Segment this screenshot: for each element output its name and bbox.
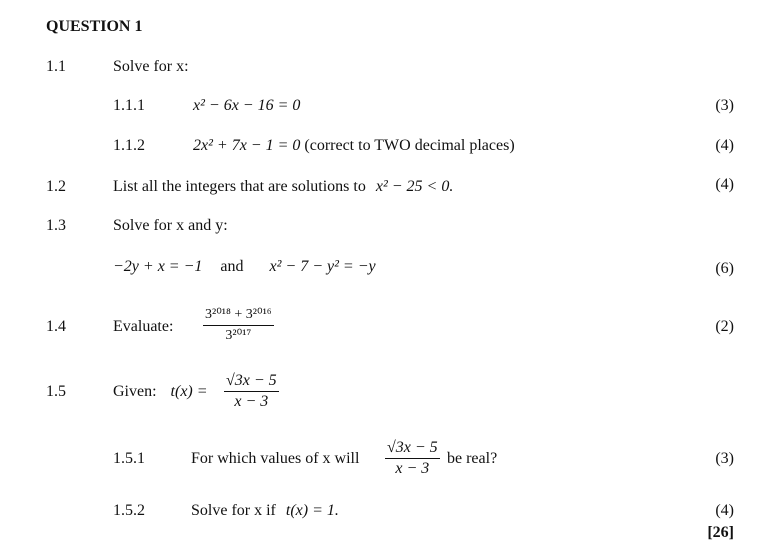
mark-1-1-2: (4)	[715, 137, 734, 154]
question-1-4-numerator: 3²⁰¹⁸ + 3²⁰¹⁶	[203, 305, 274, 326]
question-1-3-text: Solve for x and y:	[113, 217, 228, 234]
question-1-1-1-equation: x² − 6x − 16 = 0	[193, 97, 301, 114]
question-number-1-1-2: 1.1.2	[113, 137, 145, 154]
question-1-5-1-text-after: be real?	[447, 450, 498, 467]
mark-1-5-1: (3)	[715, 450, 734, 467]
question-number-1-4: 1.4	[46, 318, 66, 335]
question-number-1-5: 1.5	[46, 383, 66, 400]
question-1-4-text: Evaluate:	[113, 318, 174, 335]
question-1-1-text: Solve for x:	[113, 58, 189, 75]
question-1-5-2-equation: t(x) = 1.	[285, 502, 339, 519]
question-1-5-line	[113, 383, 208, 401]
question-1-5-2-line	[191, 502, 339, 520]
mark-1-2: (4)	[715, 176, 734, 193]
question-number-1-1: 1.1	[46, 58, 66, 75]
question-1-5-2-text: Solve for x if	[191, 502, 276, 519]
question-title: QUESTION 1	[46, 18, 143, 35]
mark-1-3: (6)	[715, 260, 734, 277]
question-1-3-and: and	[220, 258, 244, 275]
question-1-4-denominator: 3²⁰¹⁷	[225, 328, 252, 343]
question-1-5-denominator: x − 3	[234, 393, 269, 410]
total-marks: [26]	[707, 524, 734, 541]
question-1-5-1-fraction	[385, 438, 440, 479]
question-1-4-fraction	[203, 305, 274, 346]
question-number-1-5-1: 1.5.1	[113, 450, 145, 467]
question-1-5-1-numerator: √3x − 5	[385, 438, 440, 459]
question-1-1-2-equation: 2x² + 7x − 1 = 0	[193, 137, 301, 154]
question-number-1-5-2: 1.5.2	[113, 502, 145, 519]
question-1-2-text: List all the integers that are solutions to	[113, 178, 366, 195]
question-1-3-equations	[113, 258, 376, 276]
question-1-5-fraction	[224, 371, 279, 412]
mark-1-1-1: (3)	[715, 97, 734, 114]
question-1-5-lhs: t(x) =	[170, 383, 208, 400]
question-1-3-equation-1: −2y + x = −1	[113, 258, 203, 275]
question-1-5-1-text-before: For which values of x will	[191, 450, 360, 467]
question-1-1-2-note: (correct to TWO decimal places)	[304, 137, 515, 154]
question-1-5-text: Given:	[113, 383, 157, 400]
question-number-1-1-1: 1.1.1	[113, 97, 145, 114]
mark-1-5-2: (4)	[715, 502, 734, 519]
question-1-2-line	[113, 178, 453, 196]
question-1-1-2-line	[193, 137, 515, 155]
question-number-1-3: 1.3	[46, 217, 66, 234]
question-1-5-numerator: √3x − 5	[224, 371, 279, 392]
question-1-5-1-denominator: x − 3	[395, 460, 430, 477]
mark-1-4: (2)	[715, 318, 734, 335]
question-number-1-2: 1.2	[46, 178, 66, 195]
question-1-2-inequality: x² − 25 < 0.	[375, 178, 454, 195]
question-1-3-equation-2: x² − 7 − y² = −y	[269, 258, 376, 275]
